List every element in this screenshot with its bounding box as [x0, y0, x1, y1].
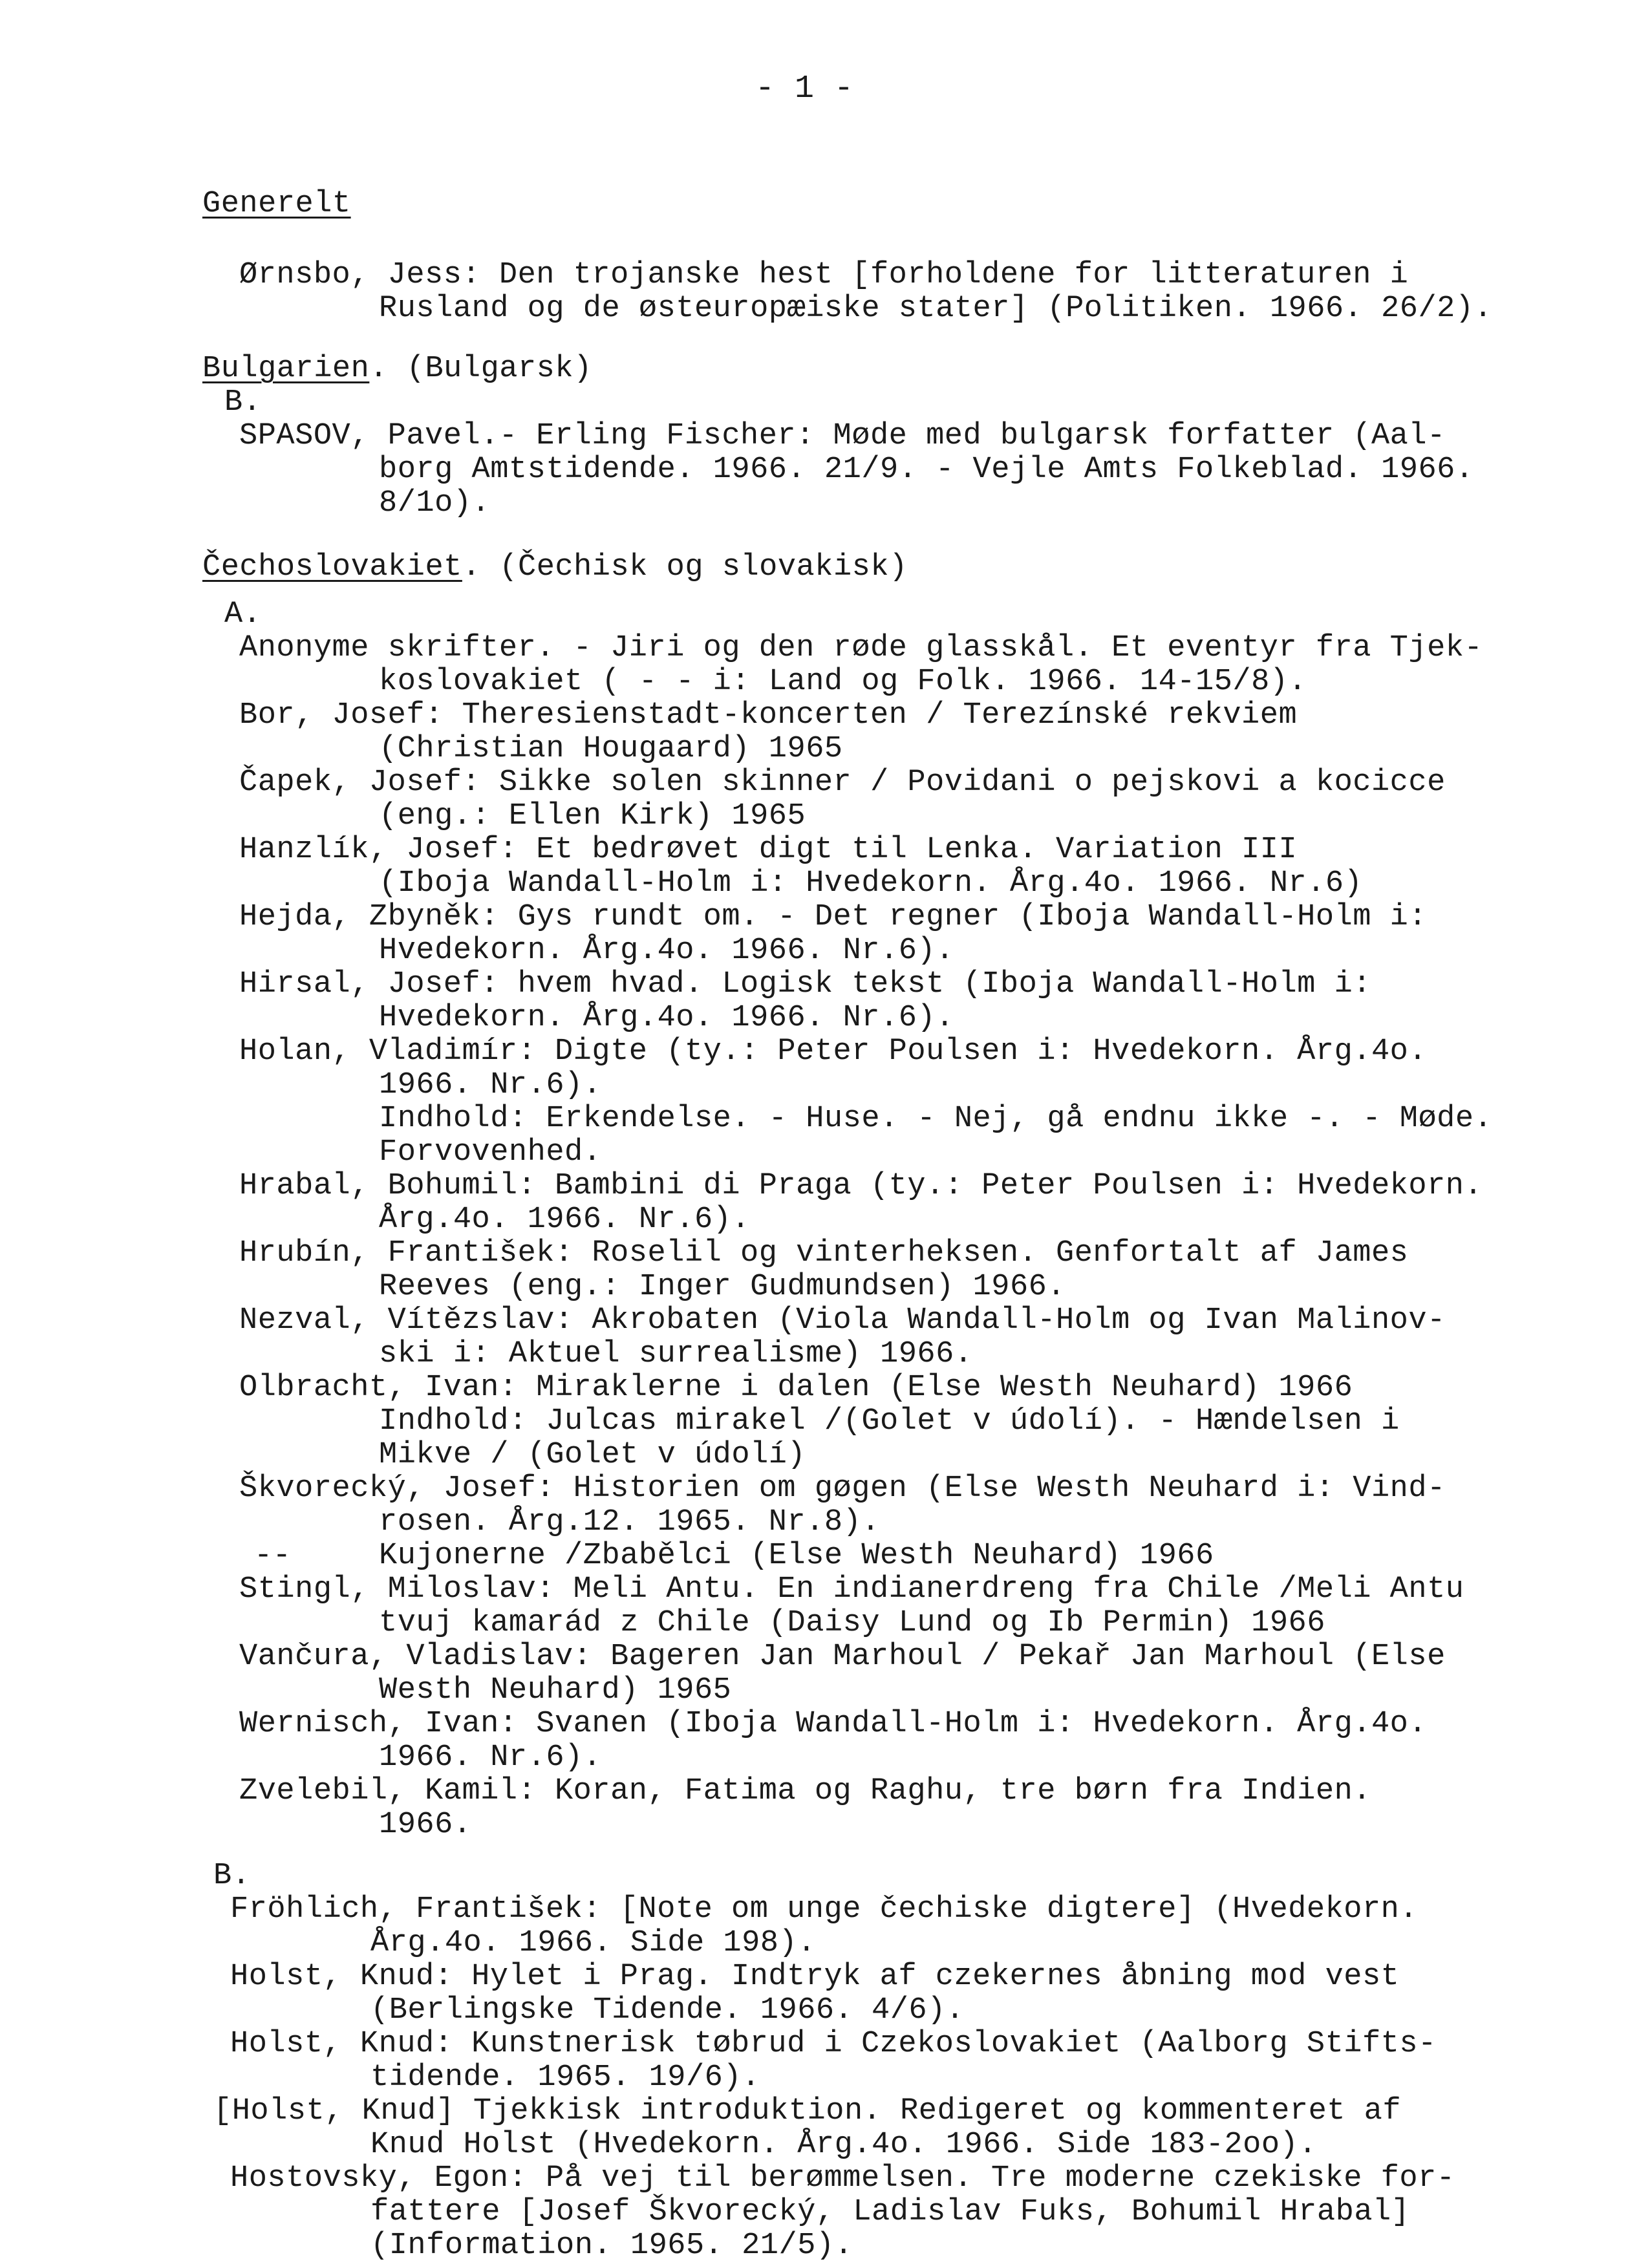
section-heading-cechoslovakiet	[202, 551, 908, 584]
entry-line: Årg.4o. 1966. Nr.6).	[379, 1203, 751, 1237]
section-heading-bulgarien	[202, 352, 592, 386]
entry-line: Indhold: Erkendelse. - Huse. - Nej, gå endnu ikke -. - Møde.	[379, 1102, 1493, 1136]
entry-ditto-mark: --	[254, 1539, 292, 1573]
entry-line: Vančura, Vladislav: Bageren Jan Marhoul / Pekař Jan Marhoul (Else	[239, 1640, 1446, 1674]
entry-line: Hanzlík, Josef: Et bedrøvet digt til Lenka. Variation III	[239, 833, 1298, 867]
entry-line: Hrabal, Bohumil: Bambini di Praga (ty.: Peter Poulsen i: Hvedekorn.	[239, 1169, 1483, 1203]
entry-line: Holst, Knud: Kunstnerisk tøbrud i Czekoslovakiet (Aalborg Stifts-	[230, 2027, 1437, 2061]
page-number: - 1 -	[755, 70, 854, 107]
heading-country: Čechoslovakiet	[202, 550, 462, 584]
entry-line: 1966.	[379, 1808, 472, 1842]
entry-line: Fröhlich, František: [Note om unge čechiske digtere] (Hvedekorn.	[230, 1892, 1419, 1927]
subsection-label: B.	[224, 385, 262, 420]
heading-language: . (Čechisk og slovakisk)	[462, 550, 908, 584]
entry-line: koslovakiet ( - - i: Land og Folk. 1966. 14-15/8).	[379, 665, 1307, 699]
entry-line: Kujonerne /Zbabělci (Else Westh Neuhard) 1966	[379, 1539, 1214, 1573]
entry-line: Hostovsky, Egon: På vej til berømmelsen. Tre moderne czekiske for-	[230, 2161, 1455, 2196]
entry-line: Zvelebil, Kamil: Koran, Fatima og Raghu, tre børn fra Indien.	[239, 1774, 1371, 1808]
entry-line: (Christian Hougaard) 1965	[379, 732, 843, 766]
entry-line: fattere [Josef Škvorecký, Ladislav Fuks, Bohumil Hrabal]	[370, 2195, 1410, 2229]
entry-line: Olbracht, Ivan: Miraklerne i dalen (Else Westh Neuhard) 1966	[239, 1371, 1353, 1405]
entry-line: tvuj kamarád z Chile (Daisy Lund og Ib Permin) 1966	[379, 1606, 1325, 1640]
entry-line: Årg.4o. 1966. Side 198).	[370, 1926, 816, 1960]
entry-line: Westh Neuhard) 1965	[379, 1673, 732, 1707]
entry-line: Knud Holst (Hvedekorn. Årg.4o. 1966. Side 183-2oo).	[370, 2128, 1317, 2162]
entry-line: Indhold: Julcas mirakel /(Golet v údolí). - Hændelsen i	[379, 1404, 1400, 1439]
entry-line: (Information. 1965. 21/5).	[370, 2229, 853, 2263]
entry-line: Čapek, Josef: Sikke solen skinner / Povidani o pejskovi a kocicce	[239, 765, 1446, 800]
entry-line: Hirsal, Josef: hvem hvad. Logisk tekst (Iboja Wandall-Holm i:	[239, 967, 1371, 1001]
entry-line: (Berlingske Tidende. 1966. 4/6).	[370, 1993, 965, 2027]
entry-line: Nezval, Vítězslav: Akrobaten (Viola Wandall-Holm og Ivan Malinov-	[239, 1303, 1446, 1338]
entry-line: Holan, Vladimír: Digte (ty.: Peter Poulsen i: Hvedekorn. Årg.4o.	[239, 1034, 1428, 1069]
entry-line: Škvorecký, Josef: Historien om gøgen (Else Westh Neuhard i: Vind-	[239, 1471, 1446, 1506]
entry-line: ski i: Aktuel surrealisme) 1966.	[379, 1337, 973, 1371]
entry-line: Rusland og de østeuropæiske stater] (Politiken. 1966. 26/2).	[379, 292, 1493, 326]
entry-line: Hvedekorn. Årg.4o. 1966. Nr.6).	[379, 1001, 954, 1035]
entry-line: Forvovenhed.	[379, 1135, 602, 1170]
entry-line: (Iboja Wandall-Holm i: Hvedekorn. Årg.4o. 1966. Nr.6)	[379, 866, 1363, 901]
subsection-label: B.	[213, 1859, 251, 1893]
subsection-label: A.	[224, 597, 262, 632]
entry-line: Hejda, Zbyněk: Gys rundt om. - Det regner (Iboja Wandall-Holm i:	[239, 900, 1428, 934]
heading-country: Bulgarien	[202, 352, 370, 386]
entry-line: Stingl, Miloslav: Meli Antu. En indianerdreng fra Chile /Meli Antu	[239, 1572, 1464, 1607]
entry-line: Ørnsbo, Jess: Den trojanske hest [forholdene for litteraturen i	[239, 258, 1409, 292]
entry-line: 1966. Nr.6).	[379, 1740, 602, 1775]
entry-line: [Holst, Knud] Tjekkisk introduktion. Redigeret og kommenteret af	[213, 2094, 1402, 2128]
entry-line: Reeves (eng.: Inger Gudmundsen) 1966.	[379, 1270, 1066, 1304]
entry-line: rosen. Årg.12. 1965. Nr.8).	[379, 1505, 881, 1539]
entry-line: Mikve / (Golet v údolí)	[379, 1438, 806, 1472]
entry-line: (eng.: Ellen Kirk) 1965	[379, 799, 806, 833]
heading-language: . (Bulgarsk)	[369, 352, 592, 386]
entry-line: tidende. 1965. 19/6).	[370, 2060, 760, 2095]
entry-line: Holst, Knud: Hylet i Prag. Indtryk af czekernes åbning mod vest	[230, 1960, 1400, 1994]
entry-line: Anonyme skrifter. - Jiri og den røde glasskål. Et eventyr fra Tjek-	[239, 631, 1483, 665]
entry-line: 8/1o).	[379, 486, 491, 520]
entry-line: Hvedekorn. Årg.4o. 1966. Nr.6).	[379, 934, 954, 968]
section-heading-generelt: Generelt	[202, 187, 351, 221]
entry-line: Bor, Josef: Theresienstadt-koncerten / Terezínské rekviem	[239, 698, 1298, 733]
entry-line: 1966. Nr.6).	[379, 1068, 602, 1102]
entry-line: Wernisch, Ivan: Svanen (Iboja Wandall-Holm i: Hvedekorn. Årg.4o.	[239, 1707, 1428, 1741]
entry-line: borg Amtstidende. 1966. 21/9. - Vejle Amts Folkeblad. 1966.	[379, 453, 1474, 487]
entry-line: Hrubín, František: Roselil og vinterheksen. Genfortalt af James	[239, 1236, 1409, 1270]
entry-line: SPASOV, Pavel.- Erling Fischer: Møde med bulgarsk forfatter (Aal-	[239, 419, 1446, 453]
